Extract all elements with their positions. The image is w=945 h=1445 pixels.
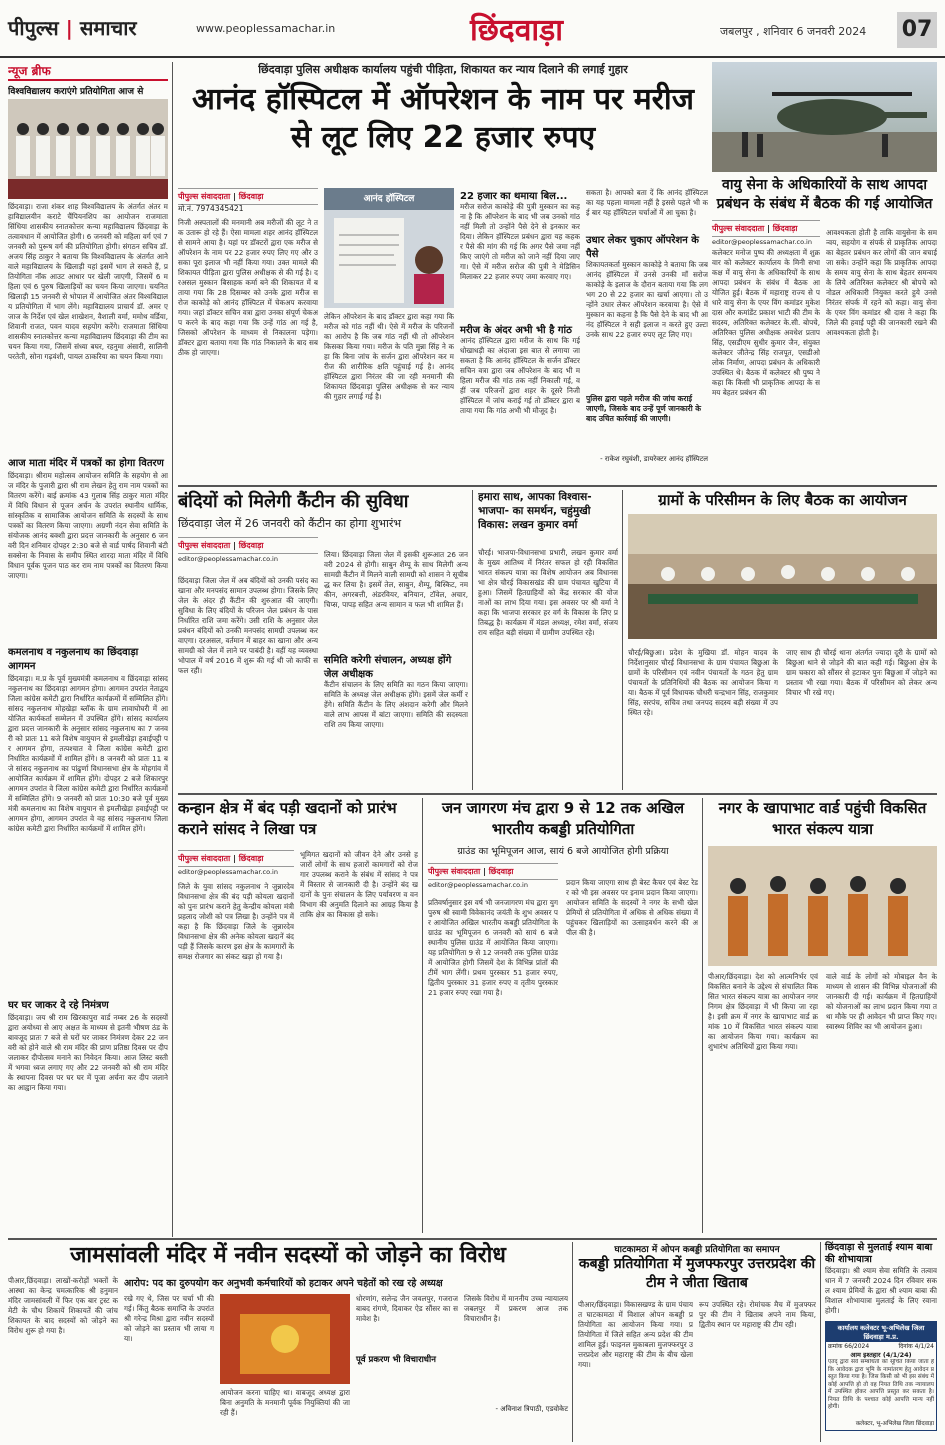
hospital-sign-text: आनंद हॉस्पिटल [324, 188, 454, 210]
jam-col-1: पीआर,छिंदवाड़ा। लाखों-करोड़ों भक्तों के आस्था का केन्द्र चमत्कारिक श्री हनुमान मंदिर जामसांवली में फिर एक बार ट्रस्ट कमेटी के चौथ शिकायें शिकायतें की जांच शिकायत के बाद सदस्यों को जोड़ने का विरोध शुरू हो गया है। [8, 1276, 118, 1335]
logo-right: समाचार [79, 16, 137, 40]
canteen-col-1: छिंदवाड़ा जिला जेल में अब बंदियों को उनकी पसंद का खाना और मनपसंद सामान उपलब्ध होगा। जिसके लिए जेल के अंदर ही कैंटीन की शुरुआत की जाएगी। सुविधा के लिए बंदियों के परिजन जेल प्रबंधन के पास निर्धारित राशि जमा करेंगे। उसी राशि के अनुसार जेल प्रबंधन बंदियों को उनकी मनपसंद सामग्री उपलब्ध करवाएगा। दरअसल, वर्तमान में बाहर का खाना और अन्य सामग्री को जेल में लाने पर पाबंदी है। वहीं यह व्यवस्था भोपाल में वर्ष 2016 में शुरू की गई थी जो काफी सफल रही। [178, 576, 318, 675]
column-divider [172, 62, 173, 1237]
top-quote: पुलिस द्वारा पहले मरीज की जांच कराई जाएगी, जिसके बाद उन्हें पूर्ण जानकारी के बाद उचित कार्रवाई की जाएगी। [586, 394, 702, 423]
top-byline: पीपुल्स संवाददाता | छिंदवाड़ा [178, 188, 318, 205]
jam-col-4-wrap [356, 1294, 458, 1442]
masthead [0, 0, 945, 58]
ghat-col-1: पीआर/छिंदवाड़ा। विकासखण्ड के ग्राम पंचायत घाटकामठा में विशाल ओपन कबड्डी प्रतियोगिता का आयोजन किया गया। प्रतियोगिता में जिले सहित अन्य प्रदेश की टीम शामिल हुई। फाइनल मुकाबला मुजफ्फरपुर उत्तरप्रदेश और महाराष्ट्र की टीम के बीच खेला गया। [578, 1300, 693, 1369]
kabaddi-col-1: प्रतिवर्षानुसार इस वर्ष भी जनजागरण मंच द्वारा युग पुरुष श्री स्वामी विवेकानंद जयंती के शुभ अवसर पर आयोजित अखिल भारतीय कबड्डी प्रतियोगिता के ग्राउंड का भूमिपूजन 6 जनवरी को सायं 6 बजे स्थानीय पुलिस ग्राउंड में आयोजित किया जाएगा। यह प्रतियोगिता 9 से 12 जनवरी तक पुलिस ग्राउंड में आयोजित होगी जिसमें देश के विभिन्न प्रांतों की टीमें भाग लेंगी। प्रथम पुरस्कार 51 हजार रुपए, द्वितीय पुरस्कार 31 हजार रुपए व तृतीय पुरस्कार 21 हजार रुपए रखा गया है। [428, 898, 558, 997]
khapa-headline: नगर के खापाभाट वार्ड पहुंची विकसित भारत संकल्प यात्रा [718, 799, 927, 838]
top-col-2: लेकिन ऑपरेशन के बाद डॉक्टर द्वारा कहा गया कि मरीज को गांठ नहीं थी। ऐसे में मरीज के परिजनों का आरोप है कि जब गांठ नहीं थी तो ऑपरेशन किसका किया गया। मरीज के पति मुन्ना सिंह ने कहा कि बिना जांच के सर्जन द्वारा ऑपरेशन कर मरीज की शारीरिक क्षति पहुंचाई गई है। आनंद हॉस्पिटल द्वारा निरंतर की जा रही मनमानी की शिकायत छिंदवाड़ा पुलिस अधीक्षक से कर न्याय की गुहार लगाई गई है। [324, 312, 454, 401]
air-headline: वायु सेना के अधिकारियों के साथ आपदा प्रबंधन के संबंध में बैठक की गई आयोजित [716, 177, 933, 212]
khadan-col-1: जिले के युवा सांसद नकुलनाथ ने जुन्नारदेव विधानसभा क्षेत्र की बंद पड़ी कोयला खदानों को पुनः प्रारंभ कराने हेतु केन्द्रीय कोयला मंत्री प्रहलाद जोशी को पत्र लिखा है। उन्होंने पत्र में कहा है कि छिंदवाड़ा जिले के जुन्नारदेव विधानसभा क्षेत्र की अनेक कोयला खदानें बंद पड़ी हैं जिसके कारण इस क्षेत्र के कामगारों के समक्ष रोजगार का संकट खड़ा हो गया है। [178, 882, 294, 961]
khadan-byline: पीपुल्स संवाददाता | छिंदवाड़ा [178, 850, 294, 867]
khadan-col-2: भूमिगत खदानों को जीवन देने और उनसे हजारों लोगों के साथ हजारों कामगारों को रोजगार उपलब्ध कराने के संबंध में सांसद ने पत्र में विस्तार से जानकारी दी है। उन्होंने बंद खदानों के पुनः संचालन के लिए पर्यावरण व वन विभाग की अनुमति दिलाने का आग्रह किया है ताकि क्षेत्र का विकास हो सके। [300, 850, 418, 919]
kabaddi-deck: ग्राउंड का भूमिपूजन आज, सायं 6 बजे आयोजित होगी प्रक्रिया [457, 846, 669, 857]
top-col-3: मरीज सरोज काकोड़े की पुत्री मुस्कान का कहना है कि ऑपरेशन के बाद भी जब उनको गांठ नहीं मिली तो उन्होंने पैसे देने से इनकार कर दिया। लेकिन हॉस्पिटल प्रबंधन द्वारा यह कहकर पैसे की मांग की गई कि अगर पैसे जमा नहीं किए जाएंगे तो मरीज को जाने नहीं दिया जाएगा। ऐसे में मरीज सरोज की पुत्री ने मेडिसिन मिलाकर 22 हजार रुपए जमा करवाए गए। [460, 202, 580, 281]
byline-name: पीपुल्स संवाददाता [178, 541, 231, 550]
air-col-1: कलेक्टर मनोज पुष्प की अध्यक्षता में शुक्रवार को कलेक्टर कार्यालय के मिनी सभा कक्ष में वायु सेना के अधिकारियों के साथ आपदा प्रबंधन के संबंध में बैठक आयोजित हुई। बैठक में महाराष्ट्र राज्य से पधारे वायु सेना के एयर विंग कमांडर मुकेश दास और कमांडेंट प्रकाश भाटी की टीम के सदस्य, अतिरिक्त कलेक्टर के.सी. बोपचे, अतिरिक्त पुलिस अधीक्षक अवधेश प्रताप सिंह, एसडीएम सुधीर कुमार जैन, संयुक्त कलेक्टर जीतेन्द्र सिंह राजपूत, एसडीओ लोक निर्माण, आपदा प्रबंधन के अधिकारी उपस्थित थे। बैठक में कलेक्टर श्री पुष्प ने कहा कि किसी भी प्राकृतिक आपदा के समय बेहतर प्रबंधन की [712, 248, 820, 397]
column-divider [572, 1242, 573, 1442]
notice-date: दिनांक 4/1/24 [898, 1343, 934, 1350]
jam-col-5: जिसके विरोध में माननीय उच्च न्यायालय जबलपुर में प्रकरण आज तक विचाराधीन है। [464, 1294, 568, 1323]
yatra-photo [708, 846, 937, 966]
legal-notice [825, 1321, 937, 1431]
kabaddi-byline: पीपुल्स संवाददाता | छिंदवाड़ा [428, 863, 558, 880]
khadan-story [178, 798, 418, 1233]
shyam-headline: छिंदवाड़ा से मुलताई श्याम बाबा की शोभायात्रा [825, 1242, 933, 1265]
gram-col-1: चौरई/बिछुआ। प्रदेश के मुखिया डॉ. मोहन यादव के निर्देशानुसार चौरई विधानसभा के ग्राम पंचायत बिछुआ के ग्रामों के परिसीमन एवं नवीन पंचायतों के गठन हेतु ग्राम पंचायतों के प्रतिनिधियों की बैठक का आयोजन किया गया। बैठक में पूर्व विधायक चौधरी चन्द्रभान सिंह, राजकुमार सिंह, सरपंच, सचिव तथा जनपद सदस्य बड़ी संख्या में उपस्थित रहे। [628, 648, 778, 717]
khapa-col-1: पीआर/छिंदवाड़ा। देश को आत्मनिर्भर एवं विकसित बनाने के उद्देश्य से संचालित विकसित भारत संकल्प यात्रा का आयोजन नगर निगम क्षेत्र छिंदवाड़ा में भी किया जा रहा है। इसी क्रम में नगर के खापाभाट वार्ड क्रमांक 10 में विकसित भारत संकल्प यात्रा का आयोजन किया गया। कार्यक्रम का शुभारंभ अतिथियों द्वारा किया गया। [708, 972, 818, 1051]
kabaddi-col-2: प्रदान किया जाएगा साथ ही बेस्ट कैचर एवं बेस्ट रेडर को भी इस अवसर पर इनाम प्रदान किया जाएगा। आयोजन समिति के सदस्यों ने नगर के सभी खेल प्रेमियों से प्रतियोगिता में अधिक से अधिक संख्या में पहुंचकर खिलाड़ियों का उत्साहवर्धन करने की अपील की है। [566, 878, 698, 937]
top-col-4: आनंद हॉस्पिटल द्वारा मरीज के साथ कि गई धोखाधड़ी का अंदाजा इस बात से लगाया जा सकता है कि आनंद हॉस्पिटल के सर्जन डॉक्टर सचिन वत्रा द्वारा जब ऑपरेशन के बाद भी महिला मरीज की गांठ तक नहीं निकाली गई, वहीं जब परिजनों द्वारा शहर के दूसरे निजी हॉस्पिटल में जांच कराई गई तो डॉक्टर द्वारा बताया गया कि गांठ अभी भी मौजूद है। [460, 336, 580, 415]
logo-left: पीपुल्स [8, 16, 59, 40]
sub-udhaar: उधार लेकर चुकाए ऑपरेशन के पैसे [586, 235, 699, 260]
jam-sign: - अविनाश त्रिपाठी, एडवोकेट [495, 1405, 568, 1413]
ghat-kicker: घाटकामठा में ओपन कबड्डी प्रतियोगिता का समापन [614, 1245, 780, 1255]
kabaddi-headline: जन जागरण मंच द्वारा 9 से 12 तक अखिल भारतीय कबड्डी प्रतियोगिता [441, 799, 684, 838]
canteen-story [178, 490, 468, 790]
column-divider [472, 490, 473, 790]
canteen-deck: छिंदवाड़ा जेल में 26 जनवरी को कैंटीन का होगा शुभारंभ [178, 517, 402, 530]
newspaper-logo: पीपुल्स | समाचार [8, 16, 137, 40]
top-kicker: छिंदवाड़ा पुलिस अधीक्षक कार्यालय पहुंची पीड़िता, शिकायत कर न्याय दिलाने की लगाई गुहार [258, 63, 628, 76]
brief-heading-4: घर घर जाकर दे रहे निमंत्रण [8, 1000, 109, 1011]
ghat-col-2: रूप उपस्थित रहे। रोमांचक मैच में मुजफ्फरपुर की टीम ने खिताब अपने नाम किया, द्वितीय स्थान पर महाराष्ट्र की टीम रही। [699, 1300, 816, 1329]
top-mobile: मो.नं. 7974345421 [178, 204, 244, 213]
brief-body-1: छिंदवाड़ा। राजा शंकर शाह विश्वविद्यालय के अंतर्गत अंतर महाविद्यालयीन कराटे चैंपियनशिप का आयोजन राजमाता सिंधिया शासकीय स्नातकोत्तर कन्या महाविद्यालय छिंदवाड़ा के तत्वावधान में आयोजित होगी। 6 जनवरी को महिला वर्ग एवं 7 जनवरी को पुरूष वर्ग की प्रतियोगिता होगी। संगठन सचिव डॉ. अजय सिंह ठाकुर ने बताया कि विश्वविद्यालय के अंतर्गत आने वाले महाविद्यालय के खिलाड़ी यहां इसमें भाग ले सकते हैं, प्रतियोगिता नॉक आउट आधार पर खेली जाएगी, जिसमें 6 महिला एवं 6 पुरुष खिलाड़ियों का चयन किया जाएगा। चयनित खिलाड़ी 15 जनवरी से भोपाल में आयोजित अंतर विश्वविद्यालय प्रतियोगिता में भाग लेंगे। महाविद्यालय प्राचार्य डॉ. अमर एजाज के निर्देश एवं खेल शाखेशन, वैशाली वर्मा, ममोथ वर्डिया, शिवानी राजत, पवन यादव सहयोग करेंगे। राजमाता सिंधिया शासकीय स्नातकोत्तर कन्या महाविद्यालय छिंदवाड़ा की टीम का चयन किया गया, जिसमें संध्या बघर, रहनुमा अंसारी, सालिनी परतेती, सोना गढ़वंशी, पायल ठाकरिया का चयन किया गया। [8, 202, 168, 361]
byline-city: छिंदवाड़ा [238, 854, 264, 863]
helicopter-image [712, 62, 937, 172]
khadan-email[interactable]: editor@peoplessamachar.co.in [178, 868, 278, 876]
brief-heading-2: आज माता मंदिर में पत्रकों का होगा वितरण [8, 458, 164, 469]
section-divider [178, 485, 937, 487]
byline-city: छिंदवाड़ा [488, 867, 514, 876]
canteen-email[interactable]: editor@peoplessamachar.co.in [178, 555, 278, 563]
top-col-1: निजी अस्पतालों की मनमानी अब मरीजों की लूट ने तक उतारू हो रहे हैं। ऐसा मामला शहर आनंद हॉस्पिटल से सामने आया है। यहां पर डॉक्टरों द्वारा एक मरीज से ऑपरेशन के नाम पर 22 हजार रुपए लिए गए और उसका पूरा इलाज भी नहीं किया गया। उक्त मामले की शिकायत पीड़िता द्वारा पुलिस अधीक्षक से की गई है। दरअसल मुस्कान बिसाहक कर्मा बने की शिकायत में बताया गया कि 28 दिसम्बर को उनके द्वारा मरीज सरोज काकोड़े को आनंद हॉस्पिटल में चेकअप करवाया गया। जहां डॉक्टर सचिन वत्रा द्वारा उनका संपूर्ण चेकअप करने के बाद कहा गया कि उन्हें गांठ आ गई है, जिसको ऑपरेशन के माध्यम से निकालना पड़ेगा। डॉक्टर द्वारा बताया गया कि गांठ निकालने के बाद सब ठीक हो जाएगा। [178, 218, 318, 357]
byline-name: पीपुल्स संवाददाता [178, 854, 231, 863]
brief-heading-3: कमलनाथ व नकुलनाथ का छिंदवाड़ा आगमन [8, 647, 139, 672]
column-divider [422, 798, 423, 1233]
sub-bill: 22 हजार का थमाया बिल... [460, 191, 568, 202]
shyam-story [825, 1242, 937, 1442]
brief-heading-1: विश्वविद्यालय कराएंगे प्रतियोगिता आज से [8, 87, 144, 97]
byline-name: पीपुल्स संवाददाता [712, 224, 765, 233]
vikas-headline: हमारा साथ, आपका विश्वास- भाजपा- का समर्थन, चहुंमुखी विकास: लखन कुमार वर्मा [478, 491, 592, 531]
khadan-headline: कन्हान क्षेत्र में बंद पड़ी खदानों को प्रारंभ कराने सांसद ने लिखा पत्र [178, 799, 397, 838]
air-force-story [712, 62, 937, 482]
canteen-headline: बंदियों को मिलेगी कैंटीन की सुविधा [178, 491, 409, 512]
top-col-6: शिकायतकर्ता मुस्कान काकोड़े ने बताया कि जब आनंद हॉस्पिटल में उनसे उनकी माँ सरोज काकोड़े के इलाज के दौरान बताया गया कि लगभग 20 से 22 हजार का खर्चा आएगा। तो उन्होंने उधार लेकर ऑपरेशन करवाया है। ऐसे में मुस्कान का कहना है कि पैसे देने के बाद भी आनंद हॉस्पिटल ने सही इलाज न करते हुए उल्टा उनके साथ 22 हजार रुपए लूट लिए गए। [586, 260, 708, 339]
khapa-col-2: वाले वार्ड के लोगों को मोबाइल वैन के माध्यम से शासन की विभिन्न योजनाओं की जानकारी दी गई। कार्यक्रम में हितग्राहियों को योजनाओं का लाभ प्रदान किया गया तथा मौके पर ही आवेदन भी प्राप्त किए गए। स्वास्थ्य शिविर का भी आयोजन हुआ। [826, 972, 937, 1031]
gram-headline: ग्रामों के परिसीमन के लिए बैठक का आयोजन [658, 491, 907, 509]
air-email[interactable]: editor@peoplessamachar.co.in [712, 238, 812, 246]
byline-city: छिंदवाड़ा [238, 541, 264, 550]
vikas-col-1: चौरई। भाजपा-विधानसभा प्रभारी, लखन कुमार वर्मा के मुख्य आतिथ्य में निरंतर सफल हो रही विकसित भारत संकल्प यात्रा का विशेष आयोजन अब विधानसभा क्षेत्र चौरई विकासखंड की ग्राम पंचायत खुटिया में हुआ। जिसमें हितग्राहियों को केंद्र सरकार की योजनाओं का लाभ दिया गया। इस अवसर पर श्री वर्मा ने कहा कि भाजपा सरकार हर वर्ग के विकास के लिए प्रतिबद्ध है। कार्यक्रम में मंडल अध्यक्ष, रमेश वर्मा, संजय राय सहित बड़ी संख्या में ग्रामीण उपस्थित रहे। [478, 548, 618, 637]
top-story [178, 62, 708, 482]
canteen-byline: पीपुल्स संवाददाता | छिंदवाड़ा [178, 537, 318, 554]
notice-sign: कलेक्टर, भू-अभिलेख जिला छिंदवाड़ा [855, 1421, 934, 1427]
temple-photo [220, 1294, 350, 1384]
section-divider [178, 793, 937, 795]
gram-col-2: जाए साथ ही चौरई थाना अंतर्गत ज्यादा दूरी के ग्रामों को बिछुआ थाने से जोड़ने की बात कही गई। बिछुआ क्षेत्र के ग्राम चकारा को सौंसर से हटाकर पुनः बिछुआ में जोड़ने का प्रस्ताव भी रखा गया। बैठक में परिसीमन को लेकर अन्य विचार भी रखे गए। [786, 648, 937, 697]
page-number: 07 [897, 12, 937, 48]
brief-body-2: छिंदवाड़ा। श्रीराम महोत्सव आयोजन समिति के सहयोग से आज मंदिर के पुजारी द्वारा श्री राम लेखन हेतु राम नाम पत्रकों का वितरण करेंगे। बाई क्रमांक 43 गुलाब सिंह ठाकुर माता मंदिर में विधि विधान से पूजन अर्चन के उपरांत स्थानीय धार्मिक, सांस्कृतिक व सामाजिक आयोजन समिति के सदस्यों के साथ पत्रकों का वितरण किया जाएगा। अग्रणी नंदन सेवा समिति के संयोजक आनंद बक्शी द्वारा प्रदत्त जानकारी के अनुसार 6 जनवरी दिन शनिवार दोपहर 2:30 बजे से वार्ड पार्षद शिवानी बंटी सक्सेना के निवास के समीप स्थित शारदा माता मंदिर में विधि विधान पूर्वक पूजन पाठ कर राम नाम पत्रकों का वितरण किया जाएगा। [8, 471, 168, 580]
helicopter-photo [712, 62, 937, 172]
prescription-image [324, 210, 454, 308]
hospital-sign-photo [324, 188, 454, 308]
jam-col-2: रखे गए थे, जिस पर चर्चा भी की गई। किंतु बैठक समाप्ति के उपरांत श्री गरेन्द्र मिश्रा द्वारा नवीन सदस्यों को जोड़ने का प्रस्ताव भी लाया गया। [124, 1294, 214, 1343]
jamsanwali-story [8, 1242, 568, 1442]
jam-col-4: धोरणांग, सलेन्द्र जैन जवलपुर, गजराज बाबद रांगणे, दिवाकर ऐड सौंसर का समावेश है। [356, 1294, 458, 1323]
brief-body-3: छिंदवाड़ा। म.प्र के पूर्व मुख्यमंत्री कमलनाथ व छिंदवाड़ा सांसद नकुलनाथ का छिंदवाड़ा आगमन होगा। आगमन उपरांत नेताद्वय जिला कांग्रेस कमेटी द्वारा निर्धारित कार्यक्रमों में सम्मिलित होंगे। सांसद नकुलनाथ मोहखेड़ा ब्लॉक के ग्राम लावाघोघरी में आयोजित कार्यकर्ता सम्मेलन में उपस्थित होंगे। सांसद कार्यालय द्वारा प्रदत्त जानकारी के अनुसार सांसद नकुलनाथ का 7 जनवरी को प्रातः 11 बजे विशेष वायुयान से इमलीखेड़ा हवाईपट्टी पर आगमन होगा, तत्पश्चात वे जिला कांग्रेस कमेटी द्वारा निर्धारित कार्यक्रमों में शामिल होंगे। 8 जनवरी को प्रातः 11 बजे सांसद नकुलनाथ का पांढुर्णा विधानसभा क्षेत्र के मोहगांव में आयोजित कार्यक्रम में शामिल होंगे। दोपहर 2 बजे शिकारपुर आगमन उपरांत वे जिला कांग्रेस कमेटी द्वारा निर्धारित कार्यक्रमों में सम्मिलित होंगे। 9 जनवरी को प्रातः 10:30 बजे पूर्व मुख्यमंत्री कमलनाथ का विशेष वायुयान से इमलीखेड़ा हवाईपट्टी पर आगमन होगा, आगमन उपरांत वे वह सांसद नकुलनाथ जिला कांग्रेस कमेटी द्वारा निर्धारित कार्यक्रमों में शामिल होंगे। [8, 674, 168, 833]
khapa-story [708, 798, 937, 1233]
brief-body-4: छिंदवाड़ा। जय श्री राम खिरकापुरा वार्ड नम्बर 26 के सदस्यों द्वारा अयोध्या से आए अक्षत के माध्यम से इतनी भीषण ठंड के बावजूद प्रातः 7 बजे से घरों घर जाकर निमंत्रण देकर 22 जनवरी को होने वाले श्री राम मंदिर की प्राण प्रतिष्ठा दिवस पर दीप जलाकर दीपोत्सव मनाने का निवेदन किया। आज लिस्ट बस्ती में भगवा ध्वज लगाए गए और 22 जनवरी को श्री राम मंदिर के स्थापना दिवस पर घर घर में पूजा अर्चना कर दीप जलाने का आह्वान किया गया। [8, 1013, 168, 1092]
brief-tag: न्यूज ब्रीफ [8, 62, 168, 81]
temple-image [220, 1294, 350, 1384]
ghat-headline: कबड्डी प्रतियोगिता में मुजफ्फरपुर उत्तरप्रदेश की टीम ने जीता खिताब [578, 1256, 816, 1291]
website-url[interactable]: www.peoplessamachar.in [196, 22, 336, 35]
kabaddi-email[interactable]: editor@peoplessamachar.co.in [428, 881, 528, 889]
canteen-col-3: कैंटीन संचालन के लिए समिति का गठन किया जाएगा। समिति के अध्यक्ष जेल अधीक्षक होंगे। इसमें जेल कर्मी रहेंगे। समिति कैंटीन के लिए अंशदान करेगी और मिलने वाले लाभ आपस में बांटा जाएगा। समिति की सदस्यता राशि तय किया जाएगा। [324, 680, 468, 729]
top-col-5-wrap [586, 188, 708, 482]
karate-team-photo [8, 99, 168, 199]
jam-col-5-wrap [464, 1294, 568, 1442]
column-divider [622, 490, 623, 790]
sub-gaanth: मरीज के अंदर अभी भी है गांठ [460, 325, 572, 336]
canteen-sub: समिति करेगी संचालन, अध्यक्ष होंगे जेल अधीक्षक [324, 655, 452, 680]
kabaddi-story [428, 798, 698, 1233]
meeting-photo [628, 514, 937, 639]
jam-col-3: आयोजन करना चाहिए था। वाबजूद अध्यक्ष द्वारा बिना अनुमति के मनमानी पूर्वक नियुक्तियां की जा रही हैं। [220, 1388, 350, 1417]
byline-city: छिंदवाड़ा [772, 224, 798, 233]
top-col-3-wrap [460, 188, 580, 482]
meeting-image [628, 514, 937, 639]
jam-headline: जामसांवली मंदिर में नवीन सदस्यों को जोड़ने का विरोध [70, 1243, 506, 1268]
edition-city: छिंदवाड़ा [470, 13, 563, 48]
top-headline: आनंद हॉस्पिटल में ऑपरेशन के नाम पर मरीज से लूट लिए 22 हजार रुपए [192, 82, 694, 155]
top-col-5: सकता है। आपको बता दें कि आनंद हॉस्पिटल का यह पहला मामला नहीं है इससे पहले भी कई बार यह हॉस्पिटल चर्चाओं में आ चुका है। [586, 188, 708, 217]
news-brief-column [8, 62, 168, 1237]
jam-sub: पूर्व प्रकरण भी विचाराधीन [356, 1355, 436, 1365]
byline-name: पीपुल्स संवाददाता [428, 867, 481, 876]
vikas-story [478, 490, 618, 790]
column-divider [820, 1242, 821, 1442]
ghat-kabaddi-story [578, 1242, 816, 1442]
column-divider [702, 798, 703, 1233]
gram-story [628, 490, 937, 790]
byline-city: छिंदवाड़ा [238, 192, 264, 201]
top-quote-by: - राकेश रघुवंशी, डायरेक्टर आनंद हॉस्पिटल [600, 455, 708, 463]
air-col-2: आवश्यकता होती है ताकि वायुसेना के समन्वय, सहयोग व संपर्क से प्राकृतिक आपदा का बेहतर प्रबंधन कर लोगों की जान बचाई जा सके। उन्होंने कहा कि प्राकृतिक आपदा के समय वायु सेना के साथ बेहतर समन्वय के लिये अतिरिक्त कलेक्टर श्री बोपचे को नोडल अधिकारी नियुक्त करते हुये उनसे निरंतर संपर्क में रहने को कहा। वायु सेना के एयर विंग कमांडर श्री दास ने कहा कि जिले की हवाई पट्टी की जानकारी रखने की आवश्यकता होती है। [826, 228, 937, 337]
notice-sub: आम इश्तहार (4/1/24) [850, 1351, 912, 1359]
shyam-col-1: छिंदवाड़ा। श्री श्याम सेवा समिति के तत्वावधान में 7 जनवरी 2024 दिन रविवार सकल श्याम प्रेमियों के द्वारा श्री श्याम बाबा की विशाल शोभायात्रा मुलताई के लिए रवाना होगी। [825, 1266, 937, 1315]
air-byline: पीपुल्स संवाददाता | छिंदवाड़ा [712, 220, 820, 237]
notice-body: एतद् द्वारा सर्व सम्बंधितों को सूचित किया जाता है कि आवेदक द्वारा भूमि के नामांतरण हेतु आवेदन प्रस्तुत किया गया है। जिस किसी को भी इस संबंध में कोई आपत्ति हो तो वह नियत तिथि तक न्यायालय में उपस्थित होकर आपत्ति प्रस्तुत कर सकता है। नियत तिथि के पश्चात कोई आपत्ति मान्य नहीं होगी। [828, 1359, 934, 1410]
jam-right [124, 1276, 568, 1442]
dateline: जबलपुर , शनिवार 6 जनवरी 2024 [720, 25, 867, 38]
canteen-col-2: लिया। छिंदवाड़ा जिला जेल में इसकी शुरूआत 26 जनवरी 2024 से होगी। साबुन शैम्पू के साथ मिलेगी अन्य सामग्री कैंटीन में मिलने वाली सामग्री को शासन ने सूचीबद्ध कर लिया है। इसमें तेल, साबुन, शैम्पू, बिस्किट, नमकीन, अगरबत्ती, अंडरवियर, बनियान, टॉवेल, अचार, चिप्स, पापड़ सहित अन्य सामान व फल भी शामिल हैं। [324, 550, 468, 609]
canteen-col-2-wrap [324, 550, 468, 790]
jam-deck: आरोप: पद का दुरुपयोग कर अनुभवी कर्मचारियों को हटाकर अपने चहेतों को रख रहे अध्यक्ष [124, 1278, 443, 1289]
byline-name: पीपुल्स संवाददाता [178, 192, 231, 201]
yatra-image [708, 846, 937, 966]
notice-title: कार्यालय कलेक्टर भू-अभिलेख जिला छिंदवाड़ा म.प्र. [826, 1322, 936, 1342]
section-divider [8, 1238, 937, 1240]
notice-meta [826, 1342, 936, 1350]
team-figures-image [8, 99, 168, 199]
notice-number: क्रमांक 66/2024 [828, 1343, 870, 1350]
